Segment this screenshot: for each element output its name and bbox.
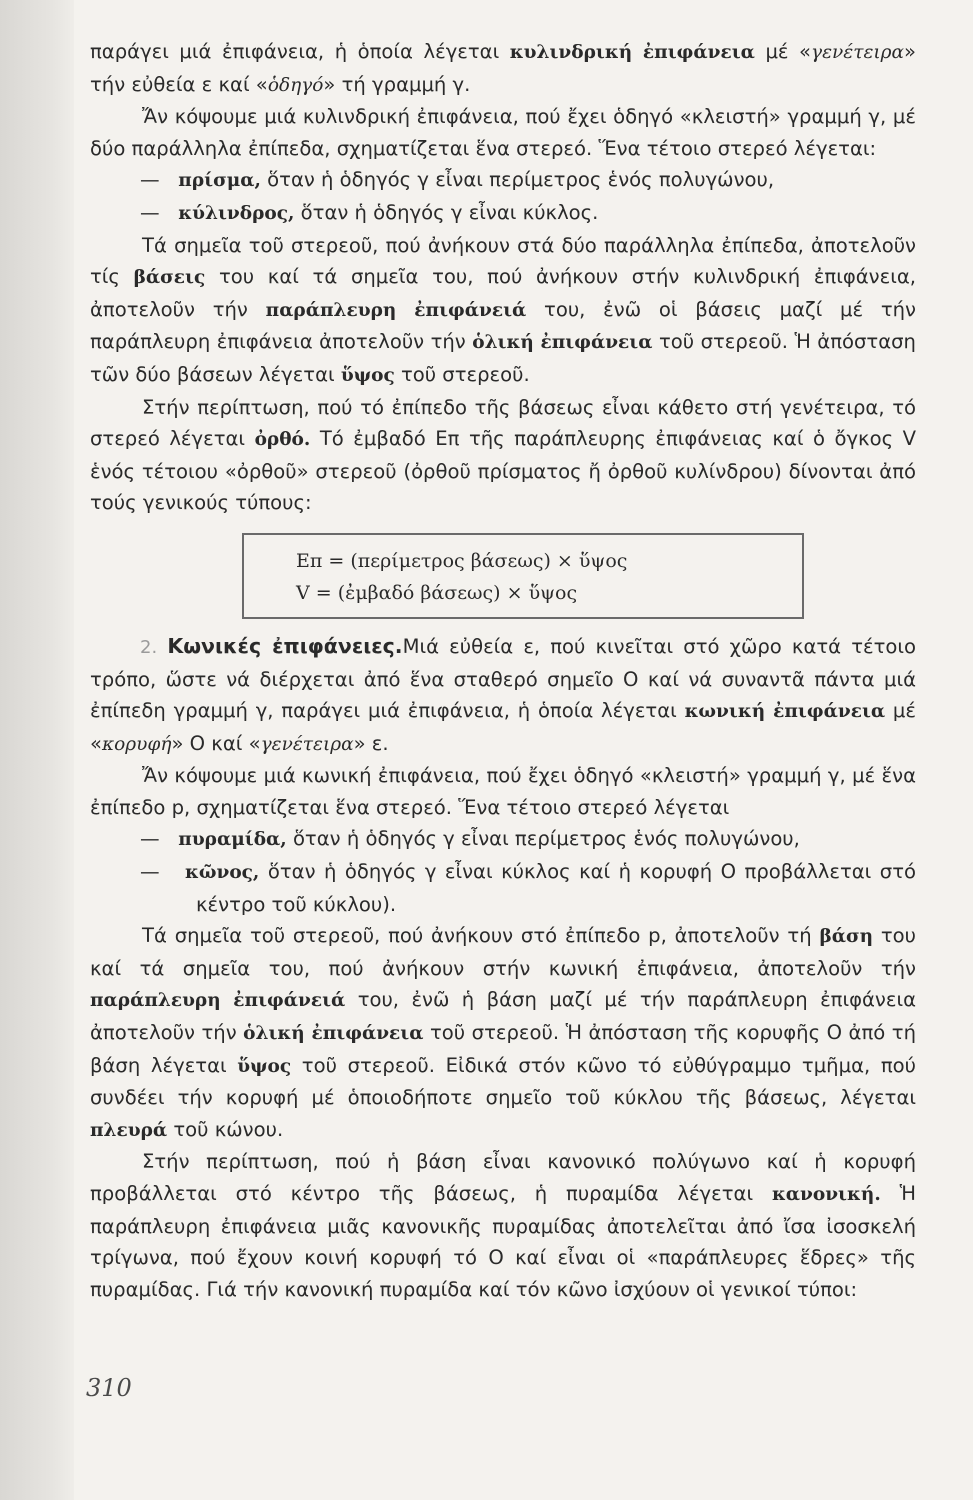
formula-box-prism-cylinder xyxy=(242,533,804,619)
list-item-prism: — πρίσμα, ὅταν ἡ ὁδηγός γ εἶναι περίμετρος ἑνός πολυγώνου, xyxy=(140,168,775,192)
term-vertex: κορυφή xyxy=(102,733,172,755)
term-lateral-surface-cone: παράπλευρη ἐπιφάνειά xyxy=(90,990,346,1012)
page-number: 310 xyxy=(86,1374,132,1402)
term-generatrix: γενέτειρα xyxy=(811,42,904,63)
term-height-cone: ὕψος xyxy=(237,1055,292,1077)
term-pyramid: πυραμίδα, xyxy=(178,829,287,851)
formula-lateral-area: Eπ = (περίμετρος βάσεως) × ὕψος xyxy=(296,549,628,572)
term-conical-surface: κωνική ἐπιφάνεια xyxy=(684,701,886,723)
term-total-surface: ὁλική ἐπιφάνεια xyxy=(472,332,653,354)
term-prism: πρίσμα, xyxy=(178,170,261,192)
section-conical-surfaces: 2. Κωνικές ἐπιφάνειες.Μιά εὐθεία ε, πού κινεῖται στό χῶρο κατά τέτοιο τρόπο, ὥστε νά διέρχεται ἀπό ἕνα σταθερό σημεῖο O καί νά συναντᾶ πάντα μιά ἐπίπεδη γραμμή γ, παράγει μιά ἐπιφάνεια, ἡ ὁποία λέγεται κωνική ἐπιφάνεια μέ «κορυφή» O καί «γενέτειρα» ε. xyxy=(90,633,916,755)
term-cylinder: κύλινδρος, xyxy=(178,202,295,224)
paragraph-bases-and-surfaces: Τά σημεῖα τοῦ στερεοῦ, πού ἀνήκουν στά δύο παράλληλα ἐπίπεδα, ἀποτελοῦν τίς βάσεις του καί τά σημεῖα του, πού ἀνήκουν στήν κυλινδρική ἐπιφάνεια, ἀποτελοῦν τήν παράπλευρη ἐπιφάνειά του, ἐνῶ οἱ βάσεις μαζί μέ τήν παράπλευρη ἐπιφάνεια ἀποτελοῦν τήν ὁλική ἐπιφάνεια τοῦ στερεοῦ. Ἡ ἀπόσταση τῶν δύο βάσεων λέγεται ὕψος τοῦ στερεοῦ. xyxy=(90,233,917,386)
term-directrix: ὁδηγό xyxy=(267,74,324,96)
paragraph-cut-cone: Ἄν κόψουμε μιά κωνική ἐπιφάνεια, πού ἔχει ὁδηγό «κλειστή» γραμμή γ, μέ ἕνα ἐπίπεδο p, σχηματίζεται ἕνα στερεό. Ἕνα τέτοιο στερεό λέγεται xyxy=(90,764,916,819)
term-cone: κῶνος, xyxy=(185,862,260,884)
section-title: Κωνικές ἐπιφάνειες. xyxy=(167,633,403,658)
page-body xyxy=(90,36,916,1305)
formula-volume: V = (ἐμβαδό βάσεως) × ὕψος xyxy=(296,581,578,604)
section-number: 2. xyxy=(140,636,158,658)
list-cone-solids xyxy=(90,823,916,920)
term-right: ὀρθό. xyxy=(254,429,311,451)
list-cylinder-solids xyxy=(90,164,916,229)
term-slant: πλευρά xyxy=(90,1119,168,1141)
list-item-cylinder: — κύλινδρος, ὅταν ἡ ὁδηγός γ εἶναι κύκλος. xyxy=(140,200,599,224)
list-item-pyramid: — πυραμίδα, ὅταν ἡ ὁδηγός γ εἶναι περίμετρος ἑνός πολυγώνου, xyxy=(140,827,800,851)
term-generatrix-cone: γενέτειρα xyxy=(260,733,354,755)
paragraph-cut-cylinder: Ἄν κόψουμε μιά κυλινδρική ἐπιφάνεια, πού ἔχει ὁδηγό «κλειστή» γραμμή γ, μέ δύο παράλληλα ἐπίπεδα, σχηματίζεται ἕνα στερεό. Ἕνα τέτοιο στερεό λέγεται: xyxy=(90,105,916,160)
term-cylindrical-surface: κυλινδρική ἐπιφάνεια xyxy=(509,42,755,63)
term-regular: κανονική. xyxy=(771,1184,881,1205)
term-bases: βάσεις xyxy=(133,267,206,289)
term-total-surface-cone: ὁλική ἐπιφάνεια xyxy=(243,1023,424,1045)
paragraph-right-solid: Στήν περίπτωση, πού τό ἐπίπεδο τῆς βάσεως εἶναι κάθετο στή γενέτειρα, τό στερεό λέγεται ὀρθό. Τό ἐμβαδό Eπ τῆς παράπλευρης ἐπιφάνειας καί ὁ ὄγκος V ἑνός τέτοιου «ὀρθοῦ» στερεοῦ (ὀρθοῦ πρίσματος ἤ ὀρθοῦ κυλίνδρου) δίνονται ἀπό τούς γενικούς τύπους: xyxy=(90,395,916,515)
list-item-cone: — κῶνος, ὅταν ἡ ὁδηγός γ εἶναι κύκλος καί ἡ κορυφή O προβάλλεται στό κέντρο τοῦ κύκλου). xyxy=(140,860,916,916)
page-gutter-shadow xyxy=(0,0,74,1500)
term-lateral-surface: παράπλευρη ἐπιφάνειά xyxy=(265,299,527,321)
term-height: ὕψος xyxy=(340,364,395,386)
paragraph-regular-pyramid: Στήν περίπτωση, πού ἡ βάση εἶναι κανονικό πολύγωνο καί ἡ κορυφή προβάλλεται στό κέντρο τῆς βάσεως, ἡ πυραμίδα λέγεται κανονική. Ἡ παράπλευρη ἐπιφάνεια μιᾶς κανονικῆς πυραμίδας ἀποτελεῖται ἀπό ἴσα ἰσοσκελή τρίγωνα, πού ἔχουν κοινή κορυφή τό O καί εἶναι οἱ «παράπλευρες ἕδρες» τῆς πυραμίδας. Γιά τήν κανονική πυραμίδα καί τόν κῶνο ἰσχύουν οἱ γενικοί τύποι: xyxy=(90,1150,916,1301)
term-base: βάση xyxy=(819,926,874,948)
paragraph-cylindrical-surface: παράγει μιά ἐπιφάνεια, ἡ ὁποία λέγεται κυλινδρική ἐπιφάνεια μέ «γενέτειρα» τήν εὐθεία ε καί «ὁδηγό» τή γραμμή γ. xyxy=(90,40,916,96)
paragraph-cone-parts: Τά σημεῖα τοῦ στερεοῦ, πού ἀνήκουν στό ἐπίπεδο p, ἀποτελοῦν τή βάση του καί τά σημεῖα του, πού ἀνήκουν στήν κωνική ἐπιφάνεια, ἀποτελοῦν τήν παράπλευρη ἐπιφάνειά του, ἐνῶ ἡ βάση μαζί μέ τήν παράπλευρη ἐπιφάνεια ἀποτελοῦν τήν ὁλική ἐπιφάνεια τοῦ στερεοῦ. Ἡ ἀπόσταση τῆς κορυφῆς O ἀπό τή βάση λέγεται ὕψος τοῦ στερεοῦ. Εἰδικά στόν κῶνο τό εὐθύγραμμο τμῆμα, πού συνδέει τήν κορυφή μέ ὁποιοδήποτε σημεῖο τοῦ κύκλου τῆς βάσεως, λέγεται πλευρά τοῦ κώνου. xyxy=(90,924,917,1141)
